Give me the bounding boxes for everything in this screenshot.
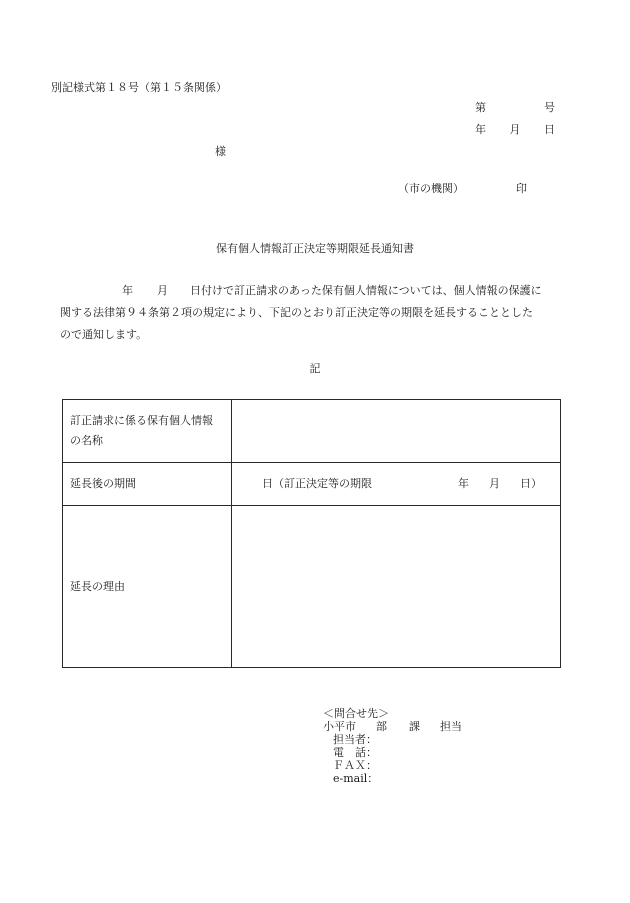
document-number-line [475, 102, 555, 113]
body-month: 月 [157, 284, 168, 297]
contact-city: 小平市 [323, 720, 356, 733]
body-line-3: ので通知します。 [60, 328, 148, 341]
form-number: 別記様式第１８号（第１５条関係） [51, 81, 227, 94]
body-line-1-rest: 日付けで訂正請求のあった保有個人情報については、個人情報の保護に [190, 284, 542, 297]
record-name-label [63, 400, 232, 463]
notice-body [60, 280, 570, 346]
body-line-2: 関する法律第９４条第２項の規定により、下記のとおり訂正決定等の期限を延長することとした [60, 306, 533, 319]
extension-reason-value[interactable] [232, 506, 561, 668]
record-name-value[interactable] [232, 400, 561, 463]
contact-in-charge: 担当 [440, 720, 462, 733]
contact-fax: ＦＡＸ： [333, 759, 377, 772]
detail-table [62, 399, 561, 668]
extension-period-value[interactable] [232, 463, 561, 506]
contact-email: e-mail： [333, 772, 379, 785]
table-row-extension-period [63, 463, 561, 506]
date-month: 月 [509, 123, 521, 136]
contact-dept: 部 [376, 720, 387, 733]
seal-mark: 印 [516, 182, 527, 195]
period-day: 日（訂正決定等の期限 [262, 477, 372, 490]
issue-date-line [475, 124, 555, 135]
extension-period-label: 延長後の期間 [63, 463, 232, 506]
body-line-1 [60, 280, 570, 302]
ki-heading: 記 [309, 362, 321, 375]
period-day-end: 日） [520, 477, 542, 490]
contact-section: 課 [409, 720, 420, 733]
doc-no-prefix: 第 [475, 101, 486, 114]
date-day: 日 [544, 123, 555, 136]
contact-block [323, 707, 462, 785]
contact-phone: 電 話： [333, 746, 377, 759]
record-name-label-line2: の名称 [70, 434, 103, 447]
body-year: 年 [122, 284, 133, 297]
date-year: 年 [475, 123, 486, 136]
issuer-name: （市の機関） [398, 182, 464, 195]
table-row-extension-reason [63, 506, 561, 668]
doc-no-suffix: 号 [544, 101, 555, 114]
contact-department-line [323, 720, 462, 733]
table-row-record-name [63, 400, 561, 463]
period-year: 年 [458, 477, 469, 490]
issuer-line [398, 183, 527, 194]
document-title: 保有個人情報訂正決定等期限延長通知書 [216, 242, 414, 255]
contact-heading: ＜問合せ先＞ [323, 707, 389, 720]
record-name-label-line1: 訂正請求に係る保有個人情報 [70, 414, 213, 427]
addressee-honorific: 様 [215, 145, 226, 158]
period-month: 月 [489, 477, 500, 490]
extension-reason-label: 延長の理由 [63, 506, 232, 668]
contact-person: 担当者： [333, 733, 377, 746]
